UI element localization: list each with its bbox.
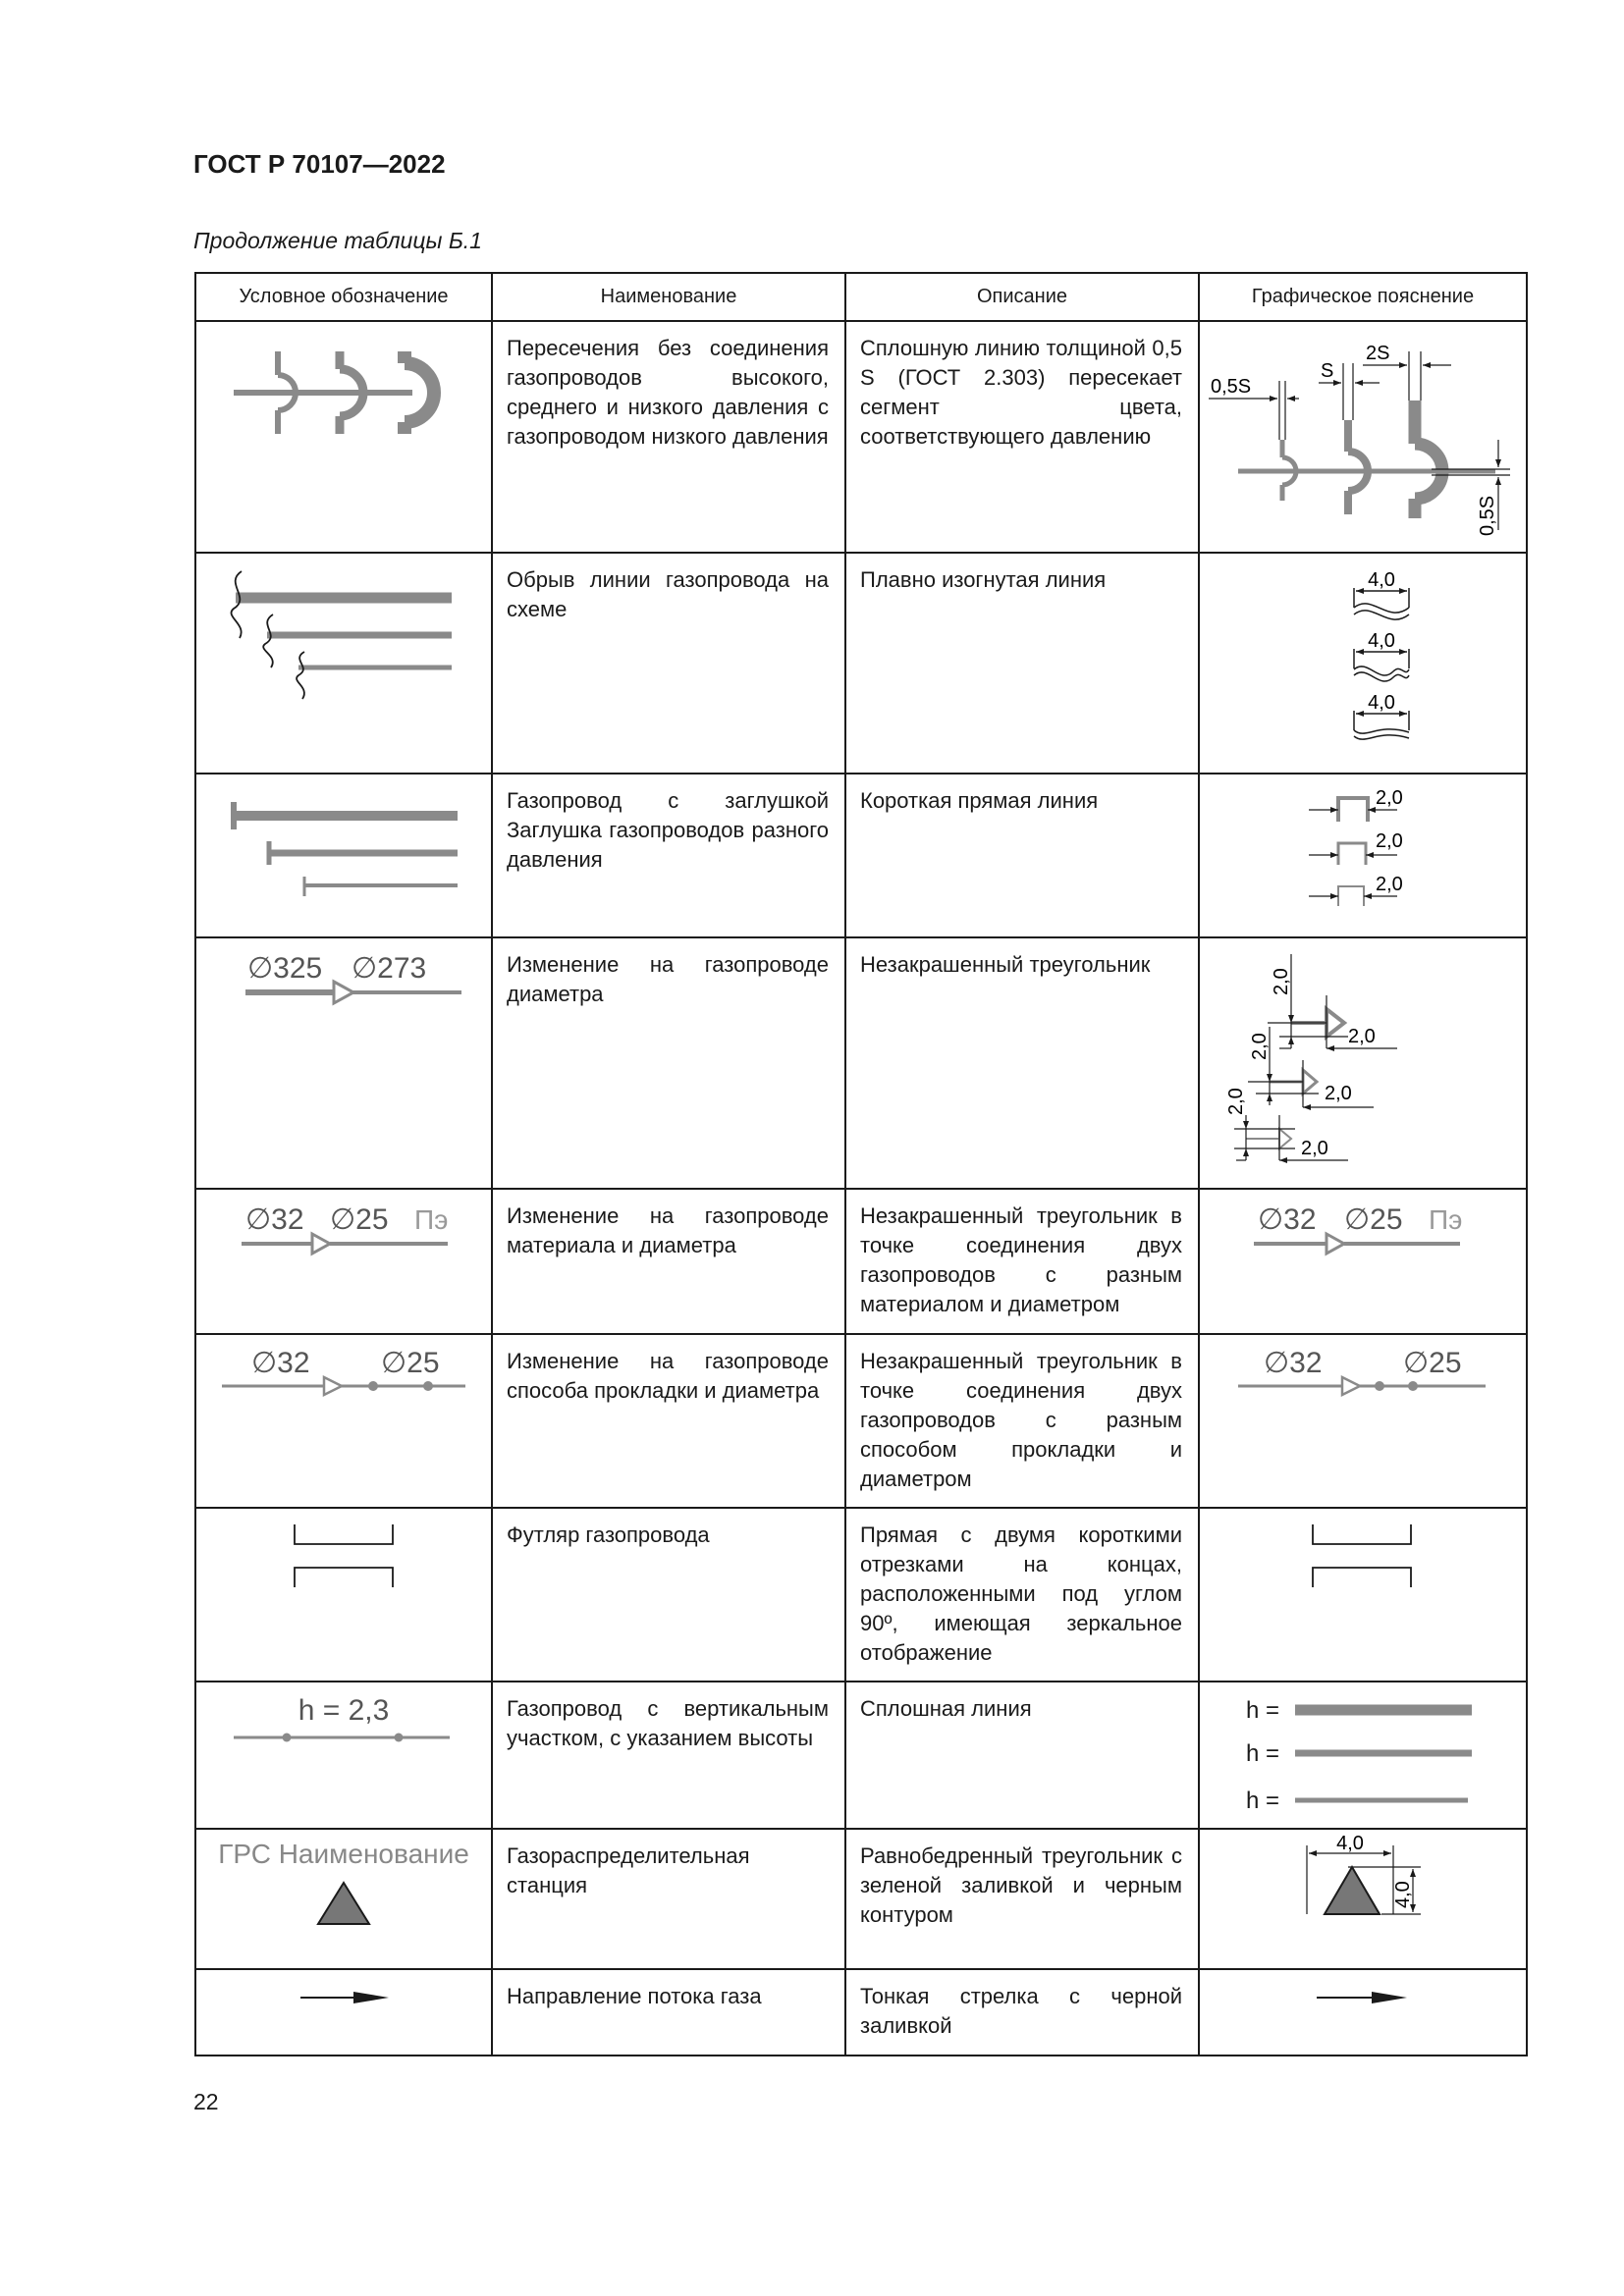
dim-label: 2,0 bbox=[1249, 1033, 1271, 1060]
height-label: h = bbox=[1246, 1740, 1280, 1767]
name-cell: Газораспределительная станция bbox=[492, 1829, 845, 1969]
table-row bbox=[195, 1189, 1527, 1334]
vertical-section-explanation bbox=[1201, 1682, 1525, 1826]
diameter-label: ∅32 bbox=[251, 1347, 310, 1379]
crossing-explanation bbox=[1201, 322, 1525, 550]
diameter-label: ∅32 bbox=[245, 1203, 304, 1236]
table-row bbox=[195, 937, 1527, 1189]
vertical-section-symbol bbox=[196, 1682, 491, 1826]
description-cell: Незакрашенный треугольник bbox=[845, 937, 1199, 1189]
name-cell: Обрыв линии газопровода на схеме bbox=[492, 553, 845, 774]
casing-symbol bbox=[196, 1509, 491, 1678]
table-row bbox=[195, 321, 1527, 553]
material-label: Пэ bbox=[1429, 1204, 1463, 1235]
line-break-symbol bbox=[196, 554, 491, 770]
dim-label: 2,0 bbox=[1348, 1026, 1376, 1047]
grs-symbol bbox=[196, 1830, 491, 1967]
height-label: h = bbox=[1246, 1788, 1280, 1814]
table-row bbox=[195, 1682, 1527, 1829]
dim-label: 2S bbox=[1366, 343, 1390, 364]
name-cell: Изменение на газопроводе диаметра bbox=[492, 937, 845, 1189]
material-change-explanation bbox=[1201, 1190, 1525, 1331]
description-cell: Сплошную линию толщиной 0,5 S (ГОСТ 2.303) пересекает сегмент цвета, соответствующего давлению bbox=[845, 321, 1199, 553]
description-cell: Плавно изогнутая линия bbox=[845, 553, 1199, 774]
table-caption: Продолжение таблицы Б.1 bbox=[193, 228, 482, 253]
symbols-table bbox=[194, 272, 1528, 2056]
dim-label: S bbox=[1321, 360, 1334, 382]
description-cell: Короткая прямая линия bbox=[845, 774, 1199, 937]
explanation-cell bbox=[1199, 1829, 1527, 1969]
name-cell: Направление потока газа bbox=[492, 1969, 845, 2056]
diameter-label: ∅25 bbox=[330, 1203, 389, 1236]
flow-arrow-symbol bbox=[196, 1970, 491, 2053]
symbol-cell bbox=[195, 1189, 492, 1334]
table-row bbox=[195, 553, 1527, 774]
description-cell: Сплошная линия bbox=[845, 1682, 1199, 1829]
table-row bbox=[195, 774, 1527, 937]
laying-change-symbol bbox=[196, 1335, 491, 1504]
dim-label: 0,5S bbox=[1211, 376, 1252, 398]
dim-label: 4,0 bbox=[1392, 1881, 1414, 1908]
laying-change-explanation bbox=[1201, 1335, 1525, 1504]
name-cell: Изменение на газопроводе материала и диаметра bbox=[492, 1189, 845, 1334]
column-header: Условное обозначение bbox=[195, 273, 492, 321]
column-header: Графическое пояснение bbox=[1199, 273, 1527, 321]
description-cell: Прямая с двумя короткими отрезками на концах, расположенными под углом 90º, имеющая зеркальное отображение bbox=[845, 1508, 1199, 1682]
dim-label: 4,0 bbox=[1368, 569, 1395, 591]
symbol-cell bbox=[195, 774, 492, 937]
grs-label: ГРС Наименование bbox=[218, 1839, 469, 1869]
dim-label: 2,0 bbox=[1301, 1138, 1328, 1159]
description-cell: Тонкая стрелка с черной заливкой bbox=[845, 1969, 1199, 2056]
description-cell: Незакрашенный треугольник в точке соединения двух газопроводов с разным материалом и диаметром bbox=[845, 1189, 1199, 1334]
explanation-cell bbox=[1199, 774, 1527, 937]
explanation-cell bbox=[1199, 1508, 1527, 1682]
symbol-cell bbox=[195, 1508, 492, 1682]
material-change-symbol bbox=[196, 1190, 491, 1331]
diameter-label: ∅25 bbox=[1344, 1203, 1403, 1236]
name-cell: Изменение на газопроводе способа прокладки и диаметра bbox=[492, 1334, 845, 1508]
diameter-label: ∅25 bbox=[381, 1347, 440, 1379]
explanation-cell bbox=[1199, 1969, 1527, 2056]
plug-explanation bbox=[1201, 774, 1525, 934]
height-label: h = bbox=[1246, 1697, 1280, 1724]
diameter-label: ∅273 bbox=[352, 952, 427, 985]
dim-label: 2,0 bbox=[1271, 968, 1292, 995]
name-cell: Футляр газопровода bbox=[492, 1508, 845, 1682]
height-label: h = 2,3 bbox=[298, 1694, 390, 1727]
symbol-cell bbox=[195, 321, 492, 553]
diameter-label: ∅32 bbox=[1258, 1203, 1317, 1236]
diameter-label: ∅325 bbox=[247, 952, 323, 985]
line-break-explanation bbox=[1201, 554, 1525, 770]
dim-label: 2,0 bbox=[1376, 787, 1403, 809]
table-row bbox=[195, 1829, 1527, 1969]
name-cell: Газопровод с заглушкой Заглушка газопроводов разного давления bbox=[492, 774, 845, 937]
explanation-cell bbox=[1199, 553, 1527, 774]
name-cell: Пересечения без соединения газопроводов высокого, среднего и низкого давления с газопроводом низкого давления bbox=[492, 321, 845, 553]
dim-label: 2,0 bbox=[1325, 1083, 1352, 1104]
column-header: Описание bbox=[845, 273, 1199, 321]
casing-explanation bbox=[1201, 1509, 1525, 1678]
symbol-cell bbox=[195, 1969, 492, 2056]
diameter-change-explanation bbox=[1201, 938, 1525, 1186]
dim-label: 2,0 bbox=[1376, 830, 1403, 852]
dim-label: 4,0 bbox=[1368, 630, 1395, 652]
dim-label: 0,5S bbox=[1477, 495, 1498, 536]
description-cell: Равнобедренный треугольник с зеленой заливкой и черным контуром bbox=[845, 1829, 1199, 1969]
column-header: Наименование bbox=[492, 273, 845, 321]
name-cell: Газопровод с вертикальным участком, с указанием высоты bbox=[492, 1682, 845, 1829]
explanation-cell bbox=[1199, 1682, 1527, 1829]
explanation-cell bbox=[1199, 1189, 1527, 1334]
table-header-row bbox=[195, 273, 1527, 321]
explanation-cell bbox=[1199, 1334, 1527, 1508]
symbol-cell bbox=[195, 1682, 492, 1829]
symbol-cell bbox=[195, 553, 492, 774]
symbol-cell bbox=[195, 1829, 492, 1969]
symbol-cell bbox=[195, 1334, 492, 1508]
material-label: Пэ bbox=[414, 1204, 449, 1235]
explanation-cell bbox=[1199, 937, 1527, 1189]
diameter-label: ∅32 bbox=[1264, 1347, 1323, 1379]
table-row bbox=[195, 1969, 1527, 2056]
description-cell: Незакрашенный треугольник в точке соединения двух газопроводов с разным способом прокладки и диаметром bbox=[845, 1334, 1199, 1508]
diameter-label: ∅25 bbox=[1403, 1347, 1462, 1379]
flow-arrow-explanation bbox=[1201, 1970, 1525, 2053]
symbol-cell bbox=[195, 937, 492, 1189]
document-code: ГОСТ Р 70107—2022 bbox=[193, 149, 446, 179]
page-number: 22 bbox=[193, 2089, 219, 2114]
dim-label: 2,0 bbox=[1376, 874, 1403, 895]
dim-label: 4,0 bbox=[1336, 1833, 1364, 1854]
dim-label: 2,0 bbox=[1225, 1088, 1247, 1115]
grs-explanation bbox=[1201, 1830, 1525, 1967]
table-row bbox=[195, 1334, 1527, 1508]
dim-label: 4,0 bbox=[1368, 692, 1395, 714]
crossing-symbol bbox=[196, 322, 491, 550]
table-row bbox=[195, 1508, 1527, 1682]
explanation-cell bbox=[1199, 321, 1527, 553]
plug-symbol bbox=[196, 774, 491, 934]
diameter-change-symbol bbox=[196, 938, 491, 1186]
